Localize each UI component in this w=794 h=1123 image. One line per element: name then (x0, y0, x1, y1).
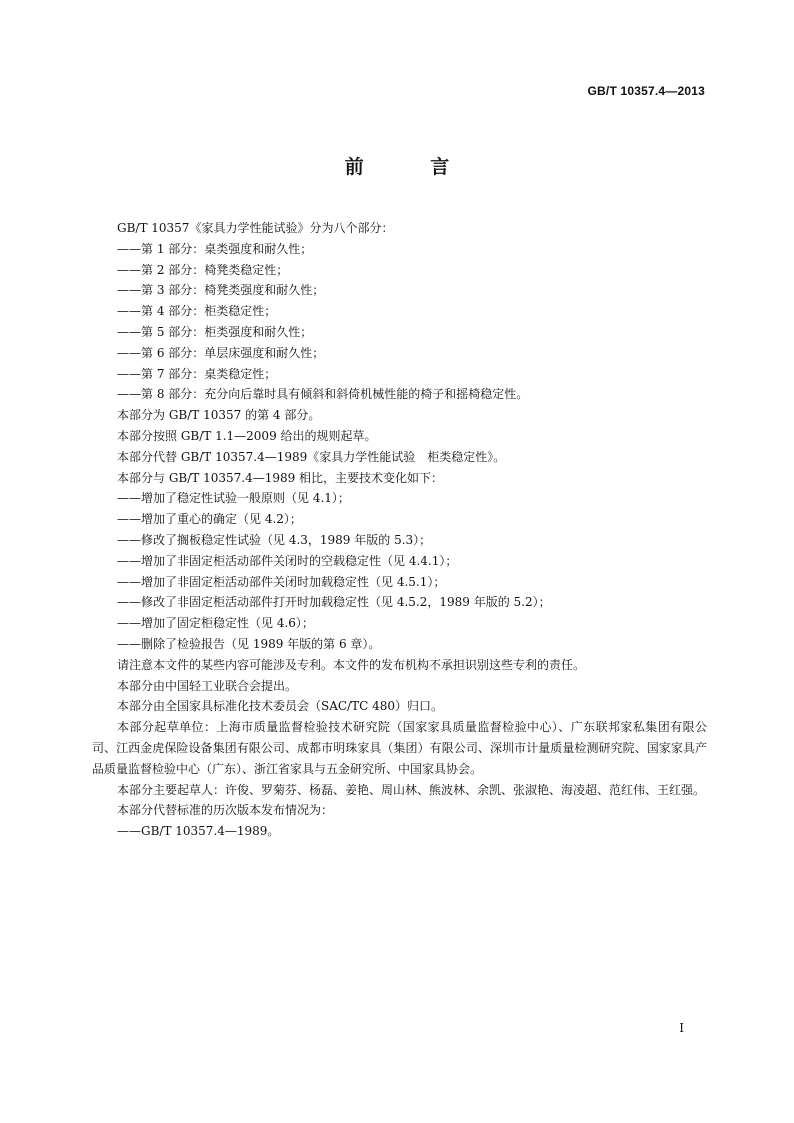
page-number: I (679, 1021, 684, 1035)
list-item: ——第 7 部分：桌类稳定性； (117, 366, 277, 381)
paragraph: 请注意本文件的某些内容可能涉及专利。本文件的发布机构不承担识别这些专利的责任。 (117, 657, 586, 672)
list-item: ——第 3 部分：椅凳类强度和耐久性； (117, 283, 325, 298)
paragraph: 本部分与 GB/T 10357.4—1989 相比，主要技术变化如下： (117, 470, 444, 485)
foreword-body (92, 218, 707, 842)
list-item: ——第 5 部分：柜类强度和耐久性； (117, 324, 313, 339)
list-item: ——增加了重心的确定（见 4.2）； (117, 512, 302, 527)
list-item: ——第 8 部分：充分向后靠时具有倾斜和斜倚机械性能的椅子和摇椅稳定性。 (117, 387, 529, 402)
list-item: ——增加了非固定柜活动部件关闭时加载稳定性（见 4.5.1）； (117, 574, 446, 589)
list-item: ——第 1 部分：桌类强度和耐久性； (117, 241, 313, 256)
paragraph: 本部分代替 GB/T 10357.4—1989《家具力学性能试验 柜类稳定性》。 (117, 449, 506, 464)
list-item: ——删除了检验报告（见 1989 年版的第 6 章）。 (117, 636, 381, 651)
list-item: ——第 6 部分：单层床强度和耐久性； (117, 345, 325, 360)
list-item: ——修改了非固定柜活动部件打开时加载稳定性（见 4.5.2，1989 年版的 5.2）； (117, 595, 551, 610)
list-item: ——第 4 部分：柜类稳定性； (117, 304, 277, 319)
paragraph: 本部分代替标准的历次版本发布情况为： (117, 803, 334, 818)
list-item: ——修改了搁板稳定性试验（见 4.3，1989 年版的 5.3）； (117, 532, 432, 547)
list-item: ——增加了固定柜稳定性（见 4.6）； (117, 616, 314, 631)
standard-code: GB/T 10357.4—2013 (587, 84, 705, 98)
drafters: 本部分主要起草人：许俊、罗菊芬、杨磊、姜艳、周山林、熊波林、余凯、张淑艳、海凌超、范红伟、王红强。 (117, 782, 706, 797)
paragraph: 本部分由中国轻工业联合会提出。 (117, 678, 298, 693)
list-item: ——增加了稳定性试验一般原则（见 4.1）； (117, 491, 350, 506)
paragraph: 本部分由全国家具标准化技术委员会（SAC/TC 480）归口。 (117, 699, 444, 714)
paragraph: 本部分按照 GB/T 1.1—2009 给出的规则起草。 (117, 428, 377, 443)
list-item: ——GB/T 10357.4—1989。 (117, 824, 280, 839)
paragraph: GB/T 10357《家具力学性能试验》分为八个部分： (117, 221, 394, 235)
list-item: ——增加了非固定柜活动部件关闭时的空载稳定性（见 4.4.1）； (117, 553, 458, 568)
paragraph: 本部分为 GB/T 10357 的第 4 部分。 (117, 408, 321, 423)
page-title: 前 言 (344, 156, 480, 178)
drafting-units: 本部分起草单位：上海市质量监督检验技术研究院（国家家具质量监督检验中心）、广东联邦家私集团有限公司、江西金虎保险设备集团有限公司、成都市明珠家具（集团）有限公司、深圳市计量质量检测研究院、国家家具产品质量监督检验中心（广东）、浙江省家具与五金研究所、中国家具协会。 (92, 720, 707, 776)
list-item: ——第 2 部分：椅凳类稳定性； (117, 262, 289, 277)
